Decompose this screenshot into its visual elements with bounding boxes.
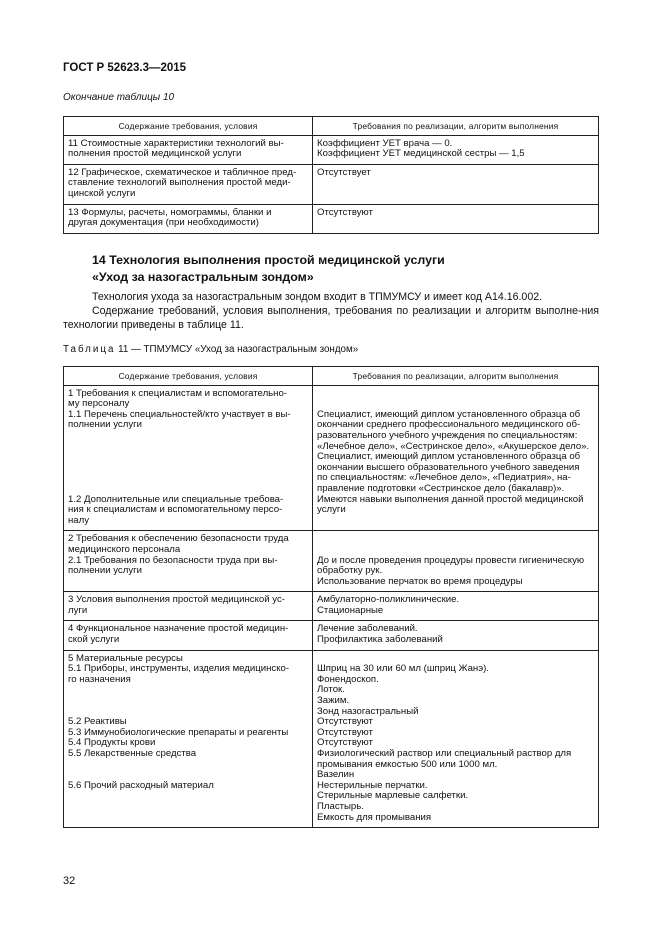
cell-line: 5.6 Прочий расходный материал: [68, 779, 214, 791]
cell-line: полнении услуги: [68, 419, 142, 431]
column-header-conditions: Содержание требования, условия: [64, 117, 313, 136]
cell-line: Емкость для промывания: [317, 811, 432, 823]
cell-line: 1.1 Перечень специальностей/кто участвует в вы-: [68, 408, 291, 420]
column-header-algorithm: Требования по реализации, алгоритм выполнения: [313, 367, 599, 386]
cell-line: луги: [68, 604, 88, 616]
cell-line: Профилактика заболеваний: [317, 634, 443, 646]
table-row: [64, 592, 599, 621]
row-requirement-cell: [64, 592, 313, 621]
cell-line: полнении услуги: [68, 565, 142, 577]
cell-line: другая документация (при необходимости): [68, 217, 259, 229]
row-implementation-cell: [313, 531, 599, 592]
cell-line: Отсутствуют: [317, 716, 373, 728]
cell-line: ставление технологий выполнения простой меди-: [68, 177, 291, 189]
table-row: [64, 135, 599, 164]
row-requirement-cell: [64, 164, 313, 204]
row-requirement-cell: [64, 385, 313, 531]
cell-line: Стационарные: [317, 604, 384, 616]
cell-line: ской услуги: [68, 634, 120, 646]
cell-line: налу: [68, 514, 90, 526]
table-row: [64, 204, 599, 233]
cell-line: Отсутствуют: [317, 726, 373, 738]
row-implementation-cell: [313, 204, 599, 233]
cell-line: 13 Формулы, расчеты, номограммы, бланки и: [68, 206, 272, 218]
cell-line: 5.3 Иммунобиологические препараты и реагенты: [68, 726, 289, 738]
cell-line: 1 Требования к специалистам и вспомогательно-: [68, 387, 287, 399]
cell-line: по специальностям: «Лечебное дело», «Педиатрия», на-: [317, 472, 571, 484]
cell-line: Специалист, имеющий диплом установленного образца об: [317, 408, 581, 420]
column-header-conditions: Содержание требования, условия: [64, 367, 313, 386]
row-implementation-cell: [313, 650, 599, 828]
cell-line: обработку рук.: [317, 565, 383, 577]
cell-line: Коэффициент УЕТ медицинской сестры — 1,5: [317, 148, 525, 160]
cell-line: 1.2 Дополнительные или специальные требова-: [68, 493, 284, 505]
cell-line: Нестерильные перчатки.: [317, 779, 428, 791]
cell-line: промывания емкостью 500 или 1000 мл.: [317, 758, 498, 770]
row-requirement-cell: [64, 204, 313, 233]
column-header-algorithm: Требования по реализации, алгоритм выполнения: [313, 117, 599, 136]
cell-line: Лечение заболеваний.: [317, 623, 418, 635]
cell-line: Коэффициент УЕТ врача — 0.: [317, 137, 453, 149]
cell-line: «Лечебное дело», «Сестринское дело», «Акушерское дело».: [317, 440, 590, 452]
row-implementation-cell: [313, 621, 599, 650]
table-11: [63, 366, 599, 828]
table-row: [64, 385, 599, 531]
cell-line: ния к специалистам и вспомогательному персо-: [68, 504, 283, 516]
cell-line: Шприц на 30 или 60 мл (шприц Жанэ).: [317, 663, 489, 675]
cell-line: 5.4 Продукты крови: [68, 737, 156, 749]
section-heading: [92, 252, 445, 286]
cell-line: 2.1 Требования по безопасности труда при вы-: [68, 554, 278, 566]
section-paragraph-2: Содержание требований, условия выполнения, требования по реализации и алгоритм выполне-ния технологии приведены в таблице 11.: [63, 305, 599, 331]
cell-line: Использование перчаток во время процедуры: [317, 575, 523, 587]
table-10: [63, 116, 599, 234]
cell-line: Имеются навыки выполнения данной простой медицинской: [317, 493, 584, 505]
cell-line: Специалист, имеющий диплом установленного образца об: [317, 451, 581, 463]
table-row: [64, 621, 599, 650]
cell-line: полнения простой медицинской услуги: [68, 148, 242, 160]
cell-line: цинской услуги: [68, 187, 136, 199]
cell-line: Зонд назогастральный: [317, 705, 419, 717]
cell-line: услуги: [317, 504, 346, 516]
cell-line: Вазелин: [317, 769, 355, 781]
table-row: [64, 650, 599, 828]
cell-line: окончании среднего профессионального медицинского об-: [317, 419, 581, 431]
cell-line: Отсутствует: [317, 166, 371, 178]
cell-line: 5 Материальные ресурсы: [68, 652, 183, 664]
cell-line: Фонендоскоп.: [317, 673, 379, 685]
table-header-row: [64, 117, 599, 136]
cell-line: медицинского персонала: [68, 543, 181, 555]
cell-line: Лоток.: [317, 684, 345, 696]
table-row: [64, 164, 599, 204]
cell-line: 12 Графическое, схематическое и табличное пред-: [68, 166, 297, 178]
cell-line: 5.5 Лекарственные средства: [68, 748, 197, 759]
cell-line: го назначения: [68, 673, 131, 685]
document-code: ГОСТ Р 52623.3—2015: [63, 62, 187, 74]
cell-line: 2 Требования к обеспечению безопасности труда: [68, 533, 289, 545]
row-requirement-cell: [64, 531, 313, 592]
cell-line: Пластырь.: [317, 800, 364, 812]
table10-caption: Окончание таблицы 10: [63, 92, 175, 103]
row-implementation-cell: [313, 592, 599, 621]
row-implementation-cell: [313, 135, 599, 164]
section-paragraph-1: Технология ухода за назогастральным зондом входит в ТПМУМСУ и имеет код А14.16.002.: [92, 291, 543, 303]
table11-caption-title: 11 — ТПМУМСУ «Уход за назогастральным зондом»: [115, 344, 359, 355]
cell-line: Зажим.: [317, 695, 350, 707]
row-requirement-cell: [64, 650, 313, 828]
table11-caption-prefix: Таблица: [63, 344, 116, 355]
cell-line: 3 Условия выполнения простой медицинской ус-: [68, 594, 285, 606]
table11-caption: [63, 344, 358, 355]
cell-line: 11 Стоимостные характеристики технологий вы-: [68, 137, 284, 149]
cell-line: Физиологический раствор или специальный раствор для: [317, 748, 572, 759]
cell-line: Отсутствуют: [317, 206, 373, 218]
cell-line: окончании высшего образовательного учебного заведения: [317, 461, 580, 473]
cell-line: правление подготовки «Сестринское дело (бакалавр)».: [317, 482, 565, 494]
cell-line: Стерильные марлевые салфетки.: [317, 790, 469, 802]
cell-line: Отсутствуют: [317, 737, 373, 749]
cell-line: 5.2 Реактивы: [68, 716, 127, 728]
cell-line: му персоналу: [68, 398, 130, 410]
cell-line: разовательного учебного учреждения по специальностям:: [317, 429, 578, 441]
row-requirement-cell: [64, 135, 313, 164]
section-title-line1: 14 Технология выполнения простой медицинской услуги: [92, 253, 445, 267]
section-title-line2: «Уход за назогастральным зондом»: [92, 270, 314, 284]
page-number: 32: [63, 875, 76, 887]
cell-line: 4 Функциональное назначение простой медицин-: [68, 623, 289, 635]
row-implementation-cell: [313, 164, 599, 204]
table-header-row: [64, 367, 599, 386]
table-row: [64, 531, 599, 592]
cell-line: Амбулаторно-поликлинические.: [317, 594, 460, 606]
cell-line: До и после проведения процедуры провести гигиеническую: [317, 554, 585, 566]
row-requirement-cell: [64, 621, 313, 650]
row-implementation-cell: [313, 385, 599, 531]
cell-line: 5.1 Приборы, инструменты, изделия медицинско-: [68, 663, 290, 675]
